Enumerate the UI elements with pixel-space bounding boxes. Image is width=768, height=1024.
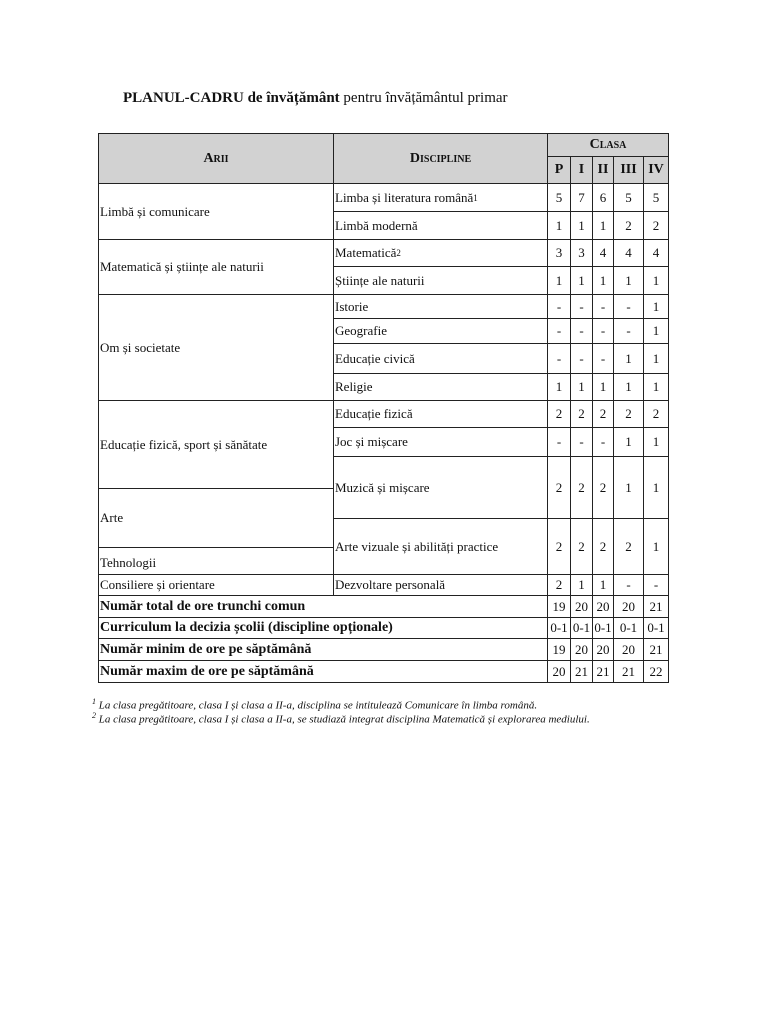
footnote-2: [92, 711, 590, 726]
value-cell: -: [570, 294, 593, 319]
value-cell: 2: [643, 211, 669, 240]
value-cell: 1: [613, 427, 644, 457]
value-cell: -: [592, 294, 614, 319]
discipline-cell: [333, 239, 548, 267]
header-clasa: Clasa: [547, 133, 669, 157]
value-cell: 2: [592, 518, 614, 575]
value-cell: -: [547, 318, 571, 344]
value-cell: 2: [643, 400, 669, 428]
value-cell: 2: [592, 456, 614, 519]
value-cell: 1: [643, 456, 669, 519]
total-value: 19: [547, 638, 571, 661]
value-cell: 2: [613, 400, 644, 428]
discipline-cell: [333, 456, 548, 519]
value-cell: 1: [592, 574, 614, 596]
discipline-name: Istorie: [335, 298, 369, 314]
value-cell: 5: [643, 183, 669, 212]
value-cell: 4: [643, 239, 669, 267]
header-class-3: III: [613, 156, 644, 184]
total-value: 21: [613, 660, 644, 683]
value-cell: -: [643, 574, 669, 596]
value-cell: 1: [613, 456, 644, 519]
area-cell: Tehnologii: [98, 547, 334, 575]
value-cell: -: [547, 427, 571, 457]
value-cell: 1: [592, 211, 614, 240]
header-discipline: Discipline: [333, 133, 548, 184]
header-class-2: II: [592, 156, 614, 184]
value-cell: 1: [613, 266, 644, 295]
document-title: [123, 90, 508, 107]
header-class-1: I: [570, 156, 593, 184]
footnote-2-mark: 2: [92, 711, 96, 720]
area-cell: Consiliere și orientare: [98, 574, 334, 596]
header-class-0: P: [547, 156, 571, 184]
discipline-cell: [333, 427, 548, 457]
total-label: Curriculum la decizia școlii (discipline opționale): [98, 617, 548, 639]
total-value: 21: [643, 638, 669, 661]
value-cell: 2: [570, 456, 593, 519]
value-cell: 3: [570, 239, 593, 267]
discipline-name: Religie: [335, 379, 373, 394]
total-value: 21: [643, 595, 669, 618]
total-value: 20: [613, 638, 644, 661]
discipline-cell: [333, 183, 548, 212]
value-cell: -: [570, 427, 593, 457]
total-value: 22: [643, 660, 669, 683]
discipline-name: Geografie: [335, 323, 387, 338]
footnote-1-mark: 1: [92, 697, 96, 706]
value-cell: 1: [643, 373, 669, 401]
discipline-cell: [333, 373, 548, 401]
value-cell: -: [613, 318, 644, 344]
area-cell: Om și societate: [98, 294, 334, 401]
value-cell: 1: [613, 343, 644, 374]
value-cell: -: [613, 574, 644, 596]
value-cell: -: [592, 427, 614, 457]
value-cell: 4: [613, 239, 644, 267]
total-value: 20: [613, 595, 644, 618]
total-value: 20: [570, 595, 593, 618]
value-cell: 1: [643, 343, 669, 374]
footnote-2-text: La clasa pregătitoare, clasa I și clasa a II-a, se studiază integrat disciplina Matematică și explorarea mediului.: [96, 713, 590, 726]
title-rest: pentru învățământul primar: [339, 90, 508, 106]
discipline-cell: [333, 518, 548, 575]
area-cell: Arte: [98, 488, 334, 548]
total-value: 20: [592, 595, 614, 618]
value-cell: 4: [592, 239, 614, 267]
value-cell: -: [592, 343, 614, 374]
area-cell: Educație fizică, sport și sănătate: [98, 400, 334, 489]
value-cell: -: [547, 343, 571, 374]
value-cell: 1: [547, 266, 571, 295]
header-arii: Arii: [98, 133, 334, 184]
value-cell: 1: [547, 373, 571, 401]
value-cell: 2: [547, 400, 571, 428]
value-cell: -: [547, 294, 571, 319]
value-cell: 6: [592, 183, 614, 212]
total-label: Număr minim de ore pe săptămână: [98, 638, 548, 661]
value-cell: -: [570, 343, 593, 374]
value-cell: -: [592, 318, 614, 344]
footnote-ref: 2: [396, 248, 401, 258]
total-value: 20: [592, 638, 614, 661]
value-cell: 3: [547, 239, 571, 267]
value-cell: 1: [570, 266, 593, 295]
value-cell: -: [613, 294, 644, 319]
discipline-name: Joc și mișcare: [335, 434, 408, 449]
total-value: 0-1: [643, 617, 669, 639]
value-cell: 1: [643, 266, 669, 295]
value-cell: 1: [592, 266, 614, 295]
total-value: 21: [570, 660, 593, 683]
value-cell: 2: [547, 518, 571, 575]
total-label: Număr total de ore trunchi comun: [98, 595, 548, 618]
value-cell: 1: [643, 427, 669, 457]
value-cell: 2: [570, 400, 593, 428]
total-value: 0-1: [547, 617, 571, 639]
total-value: 20: [570, 638, 593, 661]
discipline-name: Arte vizuale și abilități practice: [335, 538, 499, 554]
discipline-cell: [333, 211, 548, 240]
value-cell: 1: [547, 211, 571, 240]
value-cell: 1: [570, 211, 593, 240]
discipline-name: Muzică și mișcare: [335, 479, 430, 495]
value-cell: 2: [570, 518, 593, 575]
discipline-name: Matematică: [335, 245, 397, 260]
area-cell: Matematică și științe ale naturii: [98, 239, 334, 295]
value-cell: 2: [613, 211, 644, 240]
discipline-name: Educație civică: [335, 350, 415, 366]
discipline-cell: [333, 400, 548, 428]
total-label: Număr maxim de ore pe săptămână: [98, 660, 548, 683]
value-cell: 2: [547, 456, 571, 519]
discipline-cell: [333, 343, 548, 374]
value-cell: 1: [592, 373, 614, 401]
footnote-1: [92, 697, 537, 712]
footnote-1-text: La clasa pregătitoare, clasa I și clasa a II-a, disciplina se intitulează Comunicare în limba română.: [96, 699, 538, 712]
discipline-cell: [333, 318, 548, 344]
value-cell: 7: [570, 183, 593, 212]
total-value: 19: [547, 595, 571, 618]
value-cell: 5: [547, 183, 571, 212]
discipline-name: Limbă modernă: [335, 217, 418, 233]
value-cell: -: [570, 318, 593, 344]
value-cell: 2: [613, 518, 644, 575]
title-bold: PLANUL-CADRU de învățământ: [123, 90, 340, 106]
value-cell: 2: [547, 574, 571, 596]
area-cell: Limbă și comunicare: [98, 183, 334, 240]
discipline-cell: [333, 266, 548, 295]
value-cell: 2: [592, 400, 614, 428]
header-class-4: IV: [643, 156, 669, 184]
value-cell: 1: [643, 318, 669, 344]
discipline-cell: [333, 294, 548, 319]
value-cell: 1: [613, 373, 644, 401]
value-cell: 1: [643, 294, 669, 319]
total-value: 20: [547, 660, 571, 683]
value-cell: 1: [570, 574, 593, 596]
discipline-name: Educație fizică: [335, 406, 413, 421]
value-cell: 1: [643, 518, 669, 575]
discipline-name: Limba și literatura română: [335, 189, 474, 205]
total-value: 0-1: [592, 617, 614, 639]
footnote-ref: 1: [473, 192, 478, 203]
total-value: 0-1: [570, 617, 593, 639]
total-value: 0-1: [613, 617, 644, 639]
value-cell: 1: [570, 373, 593, 401]
total-value: 21: [592, 660, 614, 683]
discipline-name: Științe ale naturii: [335, 272, 425, 288]
discipline-cell: [333, 574, 548, 596]
discipline-name: Dezvoltare personală: [335, 577, 446, 592]
value-cell: 5: [613, 183, 644, 212]
